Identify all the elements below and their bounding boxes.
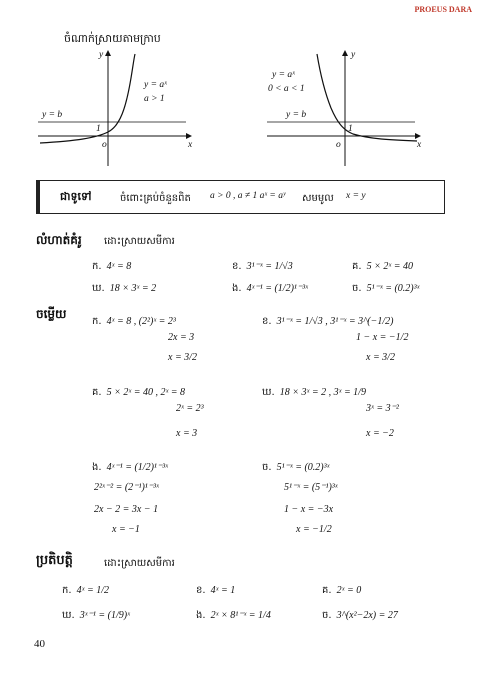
- answer-label: ខ.: [262, 316, 272, 327]
- answer-label: ង.: [92, 462, 102, 473]
- example-label: ង.: [232, 283, 242, 294]
- right-one-label: 1: [348, 124, 353, 134]
- answer-expr: 5 × 2ˣ = 40 , 2ˣ = 8: [106, 387, 186, 398]
- example-item: [92, 254, 131, 274]
- exercise-label: គ.: [322, 585, 332, 596]
- graphs-title: ចំណាក់ស្រាយតាមក្រាប: [64, 32, 161, 45]
- left-y-axis-label: y: [99, 50, 104, 60]
- example-expr: 4ˣ⁻¹ = (1/2)¹⁻³ˣ: [246, 283, 309, 294]
- right-cond-label: 0 < a < 1: [268, 84, 305, 94]
- example-item: [352, 254, 413, 274]
- answer-f-line-3: 1 − x = −3x: [284, 504, 334, 515]
- graph-right: [265, 48, 435, 168]
- examples-instruction: ដោះស្រាយសមីការ: [104, 236, 175, 247]
- example-item: [232, 276, 308, 296]
- example-expr: 5¹⁻ˣ = (0.2)³ˣ: [366, 283, 420, 294]
- left-one-label: 1: [96, 124, 101, 134]
- example-label: ក.: [92, 261, 102, 272]
- example-item: [352, 276, 419, 296]
- answer-f-line-1: [262, 455, 329, 475]
- answer-label: ក.: [92, 316, 102, 327]
- answer-c-line-1: [92, 380, 185, 400]
- left-x-axis-label: x: [188, 140, 193, 150]
- answer-e-line-2: 2²ˣ⁻² = (2⁻¹)¹⁻³ˣ: [94, 482, 159, 493]
- answer-a-line-3: x = 3/2: [168, 352, 197, 363]
- answer-f-line-4: x = −1/2: [296, 524, 332, 535]
- exercise-item: [62, 578, 109, 598]
- exercise-label: ឃ.: [62, 610, 75, 621]
- answers-title: ចម្លើយ: [36, 307, 67, 321]
- exercise-label: ខ.: [196, 585, 206, 596]
- exercise-expr: 4ˣ = 1: [210, 585, 236, 596]
- answer-a-line-2: 2x = 3: [168, 332, 195, 343]
- exercise-item: [196, 603, 271, 623]
- exercise-item: [322, 578, 361, 598]
- example-label: គ.: [352, 261, 362, 272]
- definition-result: x = y: [346, 191, 366, 201]
- answer-expr: 18 × 3ˣ = 2 , 3ˣ = 1/9: [279, 387, 366, 398]
- exercise-expr: 2ˣ × 8¹⁻ˣ = 1/4: [210, 610, 271, 621]
- left-cond-label: a > 1: [144, 94, 165, 104]
- exercise-label: ង.: [196, 610, 206, 621]
- right-y-axis-label: y: [351, 50, 356, 60]
- exercise-item: [196, 578, 235, 598]
- answer-a-line-1: [92, 309, 176, 329]
- definition-box-bar: [37, 181, 40, 213]
- exercise-expr: 3ˣ⁻¹ = (1/9)ˣ: [79, 610, 130, 621]
- page-number: 40: [34, 638, 45, 650]
- answer-label: គ.: [92, 387, 102, 398]
- exercise-label: ច.: [322, 610, 332, 621]
- answer-label: ច.: [262, 462, 272, 473]
- left-line-label: y = b: [42, 110, 63, 120]
- answer-d-line-1: [262, 380, 366, 400]
- exercise-item: [62, 603, 130, 623]
- exercises-instruction: ដោះស្រាយសមីការ: [104, 558, 175, 569]
- answer-expr: 4ˣ⁻¹ = (1/2)¹⁻³ˣ: [106, 462, 169, 473]
- exercise-expr: 3^(x²−2x) = 27: [336, 610, 398, 621]
- answer-b-line-3: x = 3/2: [366, 352, 395, 363]
- answer-b-line-2: 1 − x = −1/2: [356, 332, 409, 343]
- answer-e-line-4: x = −1: [112, 524, 140, 535]
- left-curve-label: y = aˣ: [144, 80, 167, 90]
- exercise-label: ក.: [62, 585, 72, 596]
- answer-expr: 3¹⁻ˣ = 1/√3 , 3¹⁻ˣ = 3^(−1/2): [276, 316, 394, 327]
- exercises-title: ប្រតិបត្តិ: [36, 553, 73, 568]
- exercise-expr: 4ˣ = 1/2: [76, 585, 109, 596]
- answer-f-line-2: 5¹⁻ˣ = (5⁻¹)³ˣ: [284, 482, 338, 493]
- example-label: ច.: [352, 283, 362, 294]
- answer-label: ឃ.: [262, 387, 275, 398]
- example-item: [232, 254, 293, 274]
- answer-expr: 4ˣ = 8 , (2²)ˣ = 2³: [106, 316, 176, 327]
- answer-e-line-1: [92, 455, 168, 475]
- left-origin-label: o: [102, 140, 107, 150]
- example-expr: 5 × 2ˣ = 40: [366, 261, 413, 272]
- example-expr: 18 × 3ˣ = 2: [109, 283, 157, 294]
- graph-left: [36, 48, 206, 168]
- definition-cond: a > 0 , a ≠ 1 aˣ = aʸ: [210, 191, 286, 201]
- answer-d-line-3: x = −2: [366, 428, 394, 439]
- example-expr: 4ˣ = 8: [106, 261, 132, 272]
- exercise-expr: 2ˣ = 0: [336, 585, 362, 596]
- definition-equiv: សមមូល: [302, 193, 334, 204]
- examples-title: លំហាត់គំរូ: [36, 233, 82, 247]
- exercise-item: [322, 603, 398, 623]
- right-origin-label: o: [336, 140, 341, 150]
- brand-name: PROEUS DARA: [414, 5, 472, 14]
- answer-e-line-3: 2x − 2 = 3x − 1: [94, 504, 159, 515]
- definition-label: ជាទូទៅ: [60, 190, 92, 203]
- answer-c-line-2: 2ˣ = 2³: [176, 403, 204, 414]
- example-item: [92, 276, 156, 296]
- right-line-label: y = b: [286, 110, 307, 120]
- answer-d-line-2: 3ˣ = 3⁻²: [366, 403, 399, 414]
- answer-expr: 5¹⁻ˣ = (0.2)³ˣ: [276, 462, 330, 473]
- right-curve-label: y = aˣ: [272, 70, 295, 80]
- example-label: ឃ.: [92, 283, 105, 294]
- definition-text: ចំពោះគ្រប់ចំនួនពិត: [120, 193, 191, 204]
- answer-c-line-3: x = 3: [176, 428, 198, 439]
- example-label: ខ.: [232, 261, 242, 272]
- answer-b-line-1: [262, 309, 394, 329]
- example-expr: 3¹⁻ˣ = 1/√3: [246, 261, 293, 272]
- right-x-axis-label: x: [417, 140, 422, 150]
